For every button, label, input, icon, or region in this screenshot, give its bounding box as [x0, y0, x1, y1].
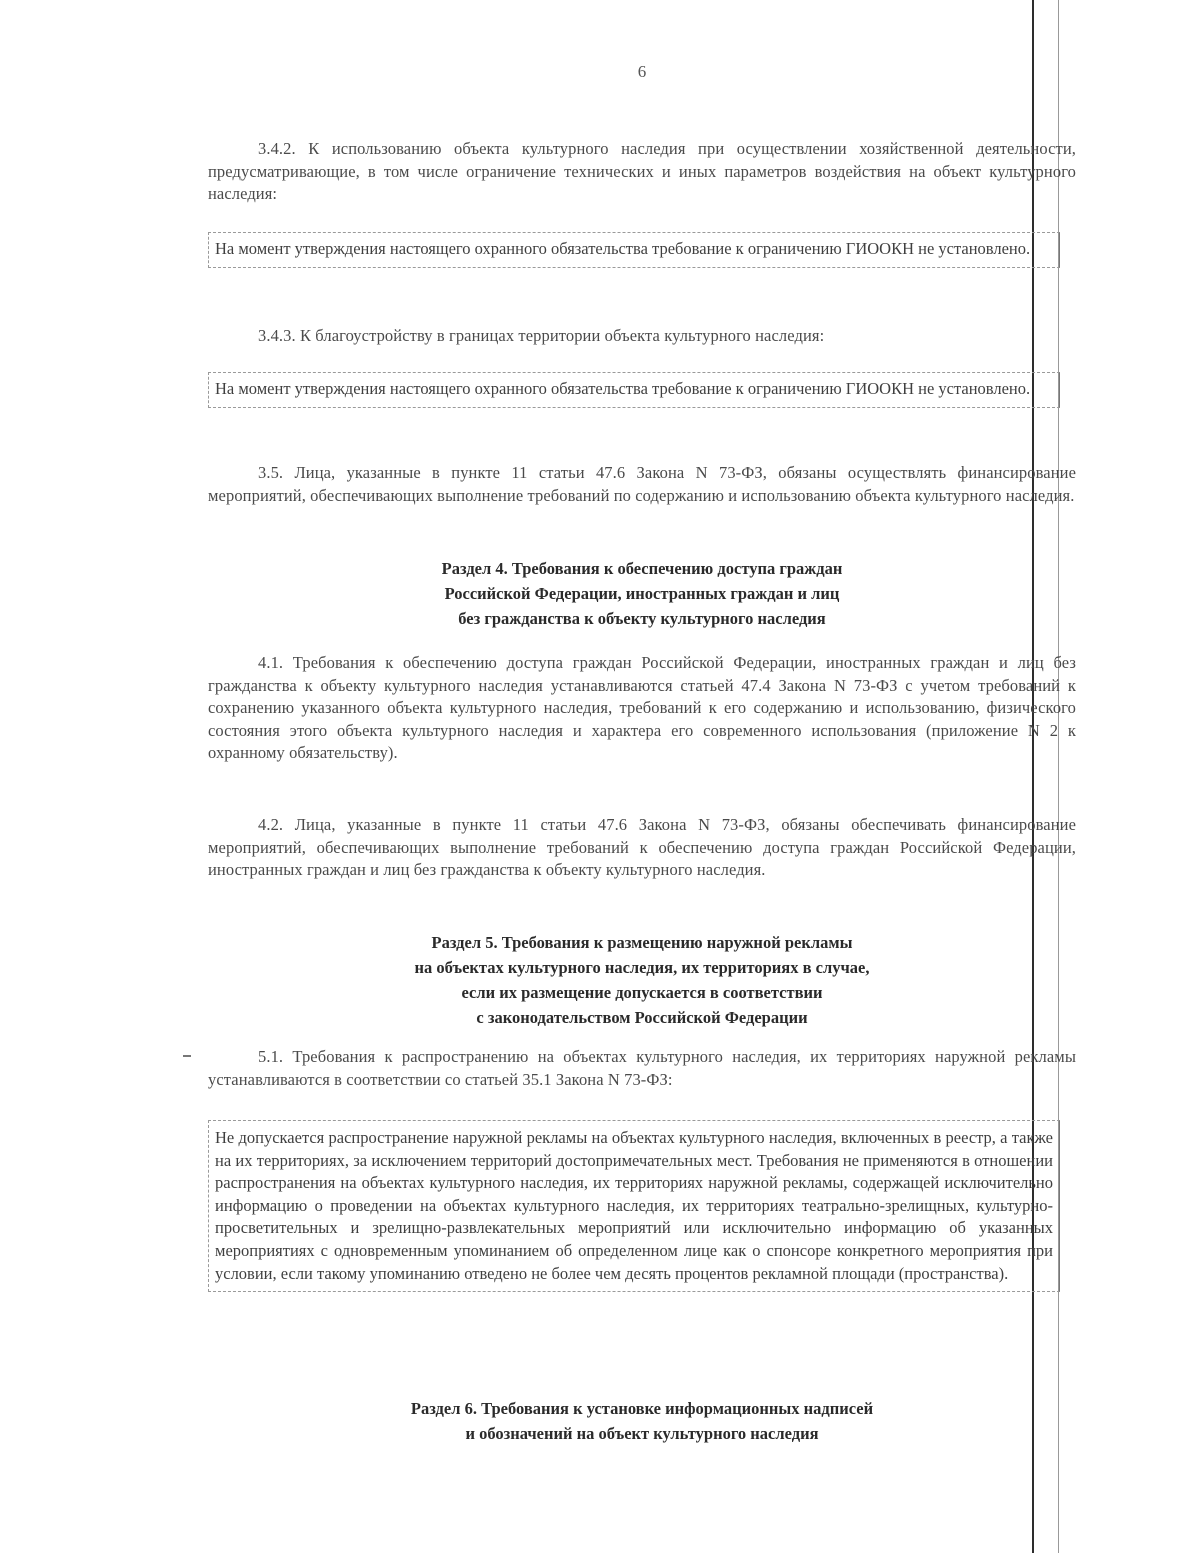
paragraph-4-2: 4.2. Лица, указанные в пункте 11 статьи 47.6 Закона N 73-ФЗ, обязаны обеспечивать финансирование мероприятий, обеспечивающих выполнение требований к обеспечению доступа граждан Российской Федерации, иностранных граждан и лиц без гражданства к объекту культурного наследия. — [208, 815, 1076, 880]
paragraph-3-5: 3.5. Лица, указанные в пункте 11 статьи 47.6 Закона N 73-ФЗ, обязаны осуществлять финансирование мероприятий, обеспечивающих выполнение требований по содержанию и использованию объекта культурного наследия. — [208, 463, 1076, 505]
paragraph-3-4-2: 3.4.2. К использованию объекта культурного наследия при осуществлении хозяйственной деятельности, предусматривающие, в том числе ограничение технических и иных параметров воздействия на объект культурного наследия: — [208, 139, 1076, 204]
section-5-heading — [208, 930, 1076, 1030]
paragraph-3-4-3: 3.4.3. К благоустройству в границах территории объекта культурного наследия: — [258, 326, 825, 345]
section-6-heading-line-1: Раздел 6. Требования к установке информационных надписей — [410, 1399, 874, 1418]
page-number: 6 — [637, 62, 647, 81]
paragraph-5-1: 5.1. Требования к распространению на объектах культурного наследия, их территориях наружной рекламы устанавливаются в соответствии со статьей 35.1 Закона N 73-ФЗ: — [208, 1047, 1076, 1089]
requirement-box-5-1: Не допускается распространение наружной рекламы на объектах культурного наследия, включенных в реестр, а также на их территориях, за исключением территорий достопримечательных мест. Требования не применяются в отношении распространения на объектах культурного наследия, их территориях наружной рекламы, содержащей исключительно информацию о проведении на объектах культурного наследия, их территориях театрально-зрелищных, культурно-просветительных и зрелищно-развлекательных мероприятий или исключительно информацию об указанных мероприятиях с одновременным упоминанием об определенном лице как о спонсоре конкретного мероприятия при условии, если такому упоминанию отведено не более чем десять процентов рекламной площади (пространства). — [208, 1120, 1060, 1292]
requirement-box-3-4-3: На момент утверждения настоящего охранного обязательства требование к ограничению ГИООКН не установлено. — [208, 372, 1060, 408]
section-4-heading-line-1: Раздел 4. Требования к обеспечению доступа граждан — [441, 559, 843, 578]
paragraph-4-1: 4.1. Требования к обеспечению доступа граждан Российской Федерации, иностранных граждан и лиц без гражданства к объекту культурного наследия устанавливаются статьей 47.4 Закона N 73-ФЗ с учетом требований к сохранению указанного объекта культурного наследия, требований к его содержанию и использованию, физического состояния этого объекта культурного наследия и характера его современного использования (приложение N 2 к охранному обязательству). — [208, 653, 1076, 763]
section-6-heading — [208, 1396, 1076, 1446]
section-4-heading-line-2: Российской Федерации, иностранных граждан и лиц — [444, 584, 840, 603]
scan-mark — [183, 1055, 191, 1057]
section-4-heading-line-3: без гражданства к объекту культурного наследия — [458, 609, 826, 628]
section-5-heading-line-2: на объектах культурного наследия, их территориях в случае, — [414, 958, 870, 977]
section-4-heading — [208, 556, 1076, 631]
requirement-box-3-4-2: На момент утверждения настоящего охранного обязательства требование к ограничению ГИООКН не установлено. — [208, 232, 1060, 268]
section-5-heading-line-3: если их размещение допускается в соответствии — [461, 983, 823, 1002]
section-5-heading-line-4: с законодательством Российской Федерации — [476, 1008, 808, 1027]
section-5-heading-line-1: Раздел 5. Требования к размещению наружной рекламы — [431, 933, 853, 952]
section-6-heading-line-2: и обозначений на объект культурного наследия — [465, 1424, 819, 1443]
